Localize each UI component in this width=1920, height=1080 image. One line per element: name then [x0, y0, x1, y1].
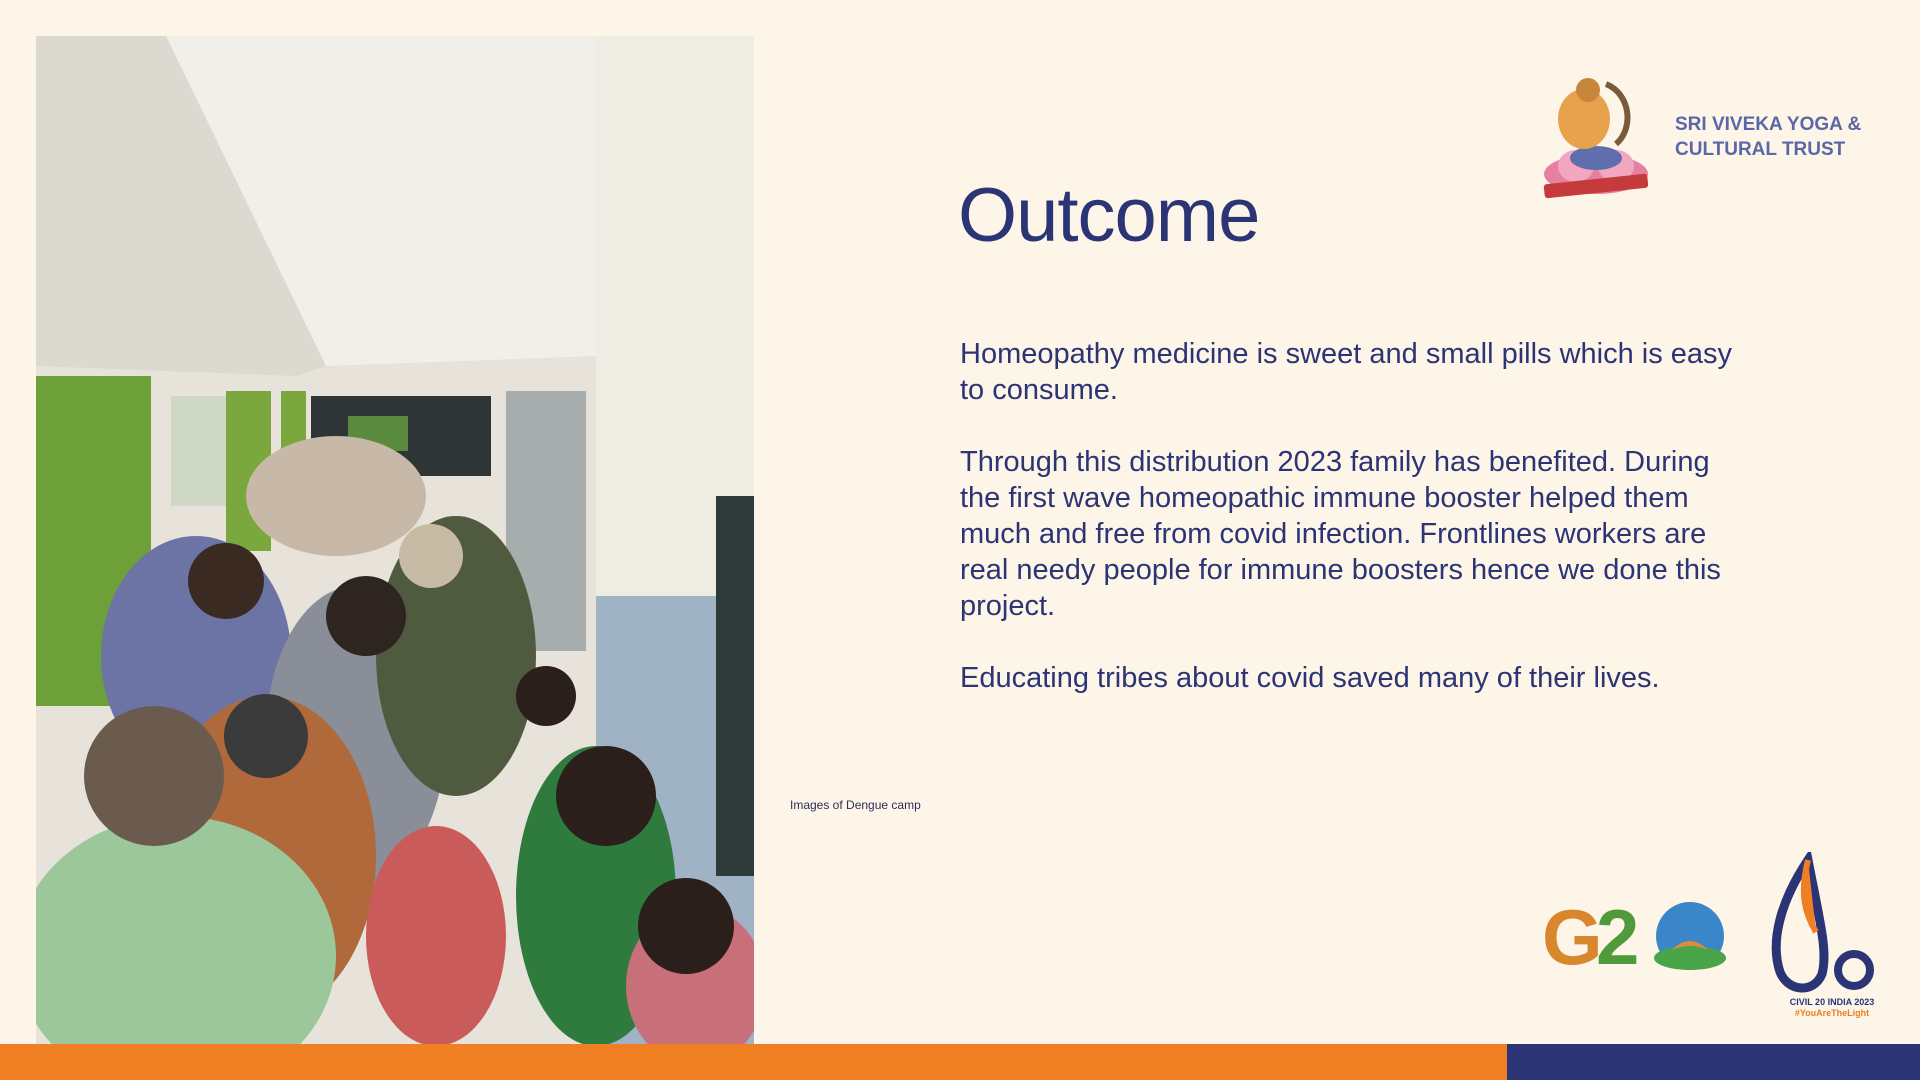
paragraph-tribes: Educating tribes about covid saved many of their lives. [960, 662, 1660, 694]
svg-text:G: G [1542, 893, 1603, 981]
svg-text:2: 2 [1596, 893, 1640, 981]
org-name-line2: CULTURAL TRUST [1675, 139, 1846, 160]
org-name [1675, 112, 1905, 162]
paragraph-distribution: Through this distribution 2023 family has benefited. During the first wave homeopathic immune booster helped them much and free from covid infection. Frontlines workers are real needy people for immune boosters hence we done this project. [960, 446, 1721, 622]
org-yoga-logo [1536, 74, 1656, 206]
footer-bar-orange [0, 1044, 1507, 1080]
g20-india-logo [1542, 892, 1732, 1000]
slide-title: Outcome [958, 173, 1260, 258]
c20-hashtag: #YouAreTheLight [1794, 1008, 1870, 1018]
c20-caption: CIVIL 20 INDIA 2023 [1789, 997, 1875, 1007]
dengue-camp-photo [36, 36, 754, 1044]
c20-india-logo [1760, 852, 1882, 1018]
org-name-line1: SRI VIVEKA YOGA & [1675, 114, 1862, 135]
paragraph-homeopathy: Homeopathy medicine is sweet and small pills which is easy to consume. [960, 338, 1733, 406]
image-caption: Images of Dengue camp [790, 798, 921, 812]
footer-bar-navy [1507, 1044, 1920, 1080]
slide-body [960, 336, 1740, 732]
